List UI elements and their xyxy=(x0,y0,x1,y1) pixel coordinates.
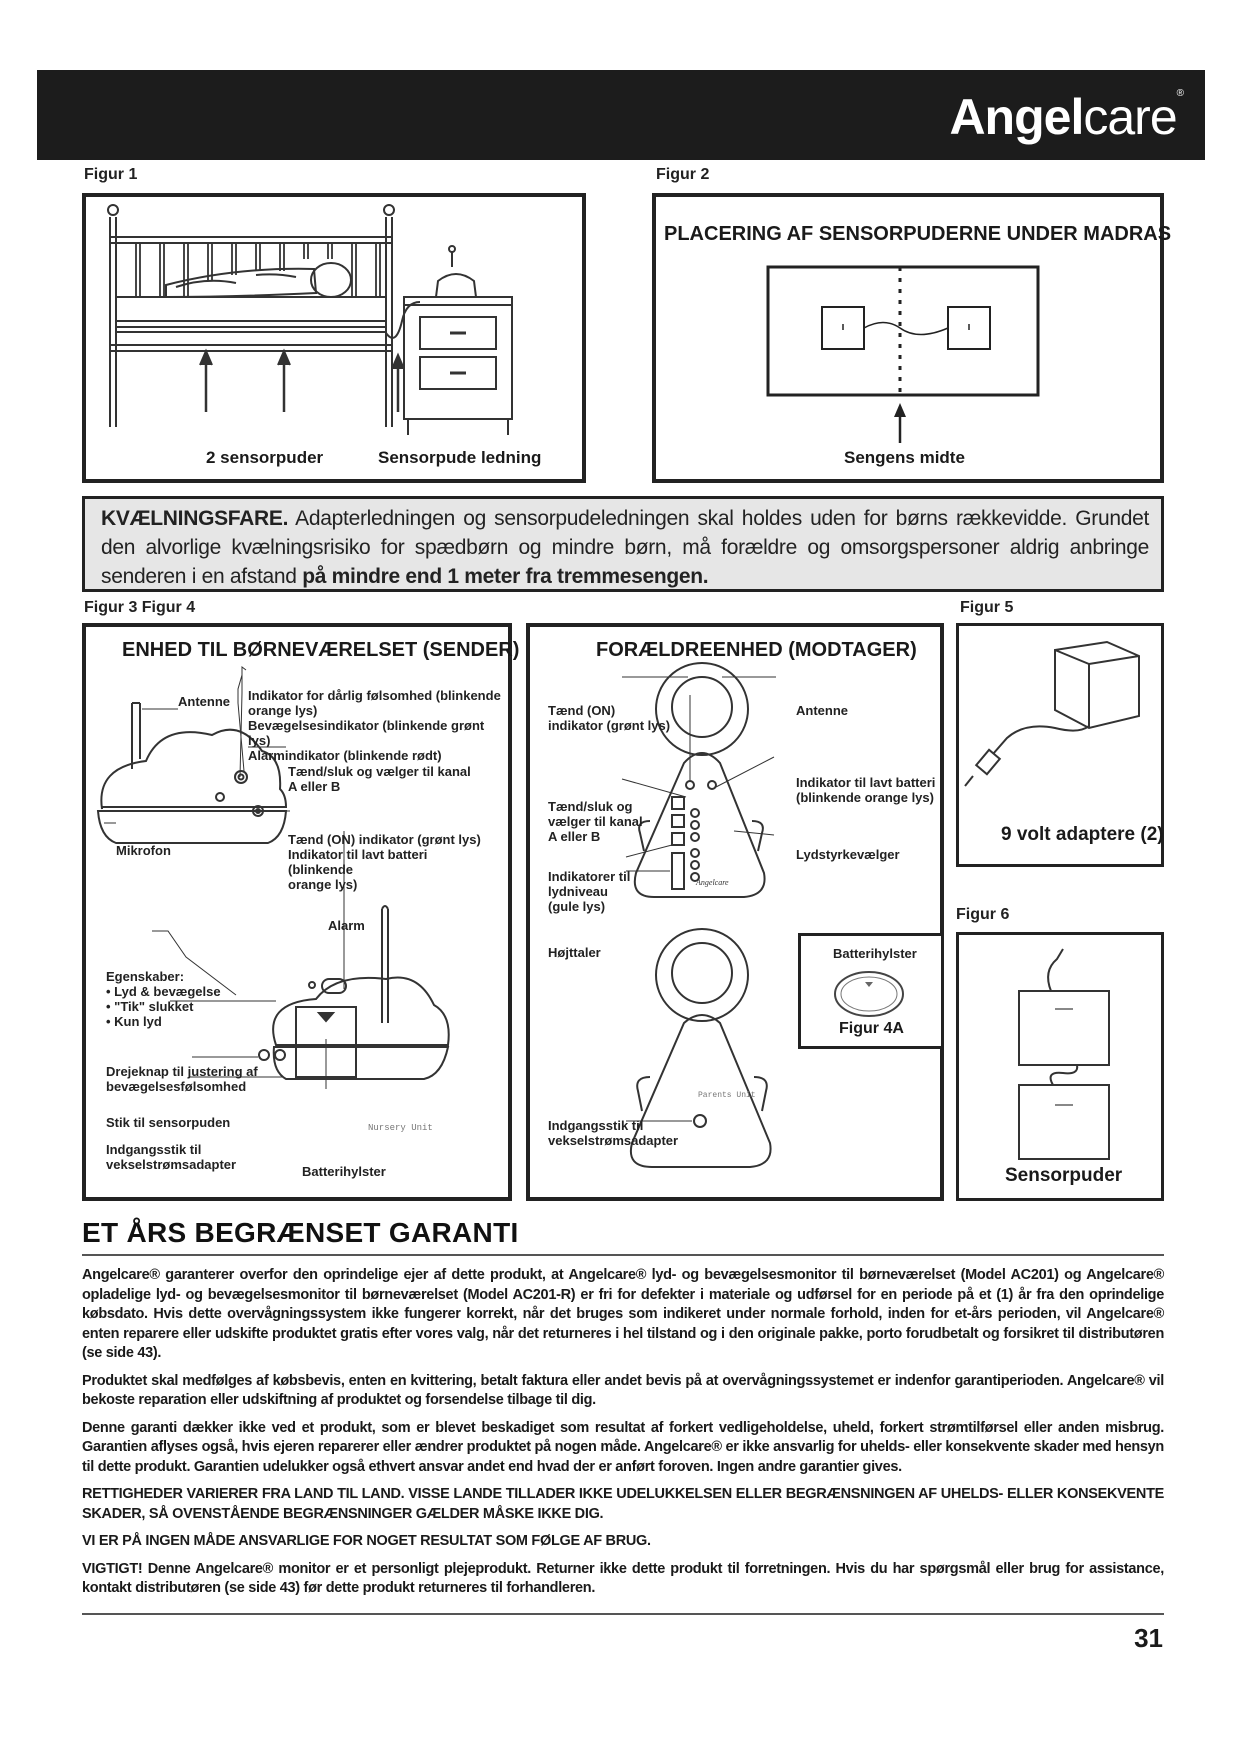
receiver-levels-label: Indikatorer til lydniveau (gule lys) xyxy=(548,869,631,914)
svg-text:Parents Unit: Parents Unit xyxy=(698,1091,756,1100)
caption-sensorpude-ledning: Sensorpude ledning xyxy=(378,448,542,467)
sender-indicators-label: Indikator for dårlig følsomhed (blinkende orange lys) Bevægelsesindikator (blinkende grønt lys) Alarmindikator (blinkende rødt) xyxy=(248,688,501,763)
guarantee-paragraph-4: RETTIGHEDER VARIERER FRA LAND TIL LAND. VISSE LANDE TILLADER IKKE UDELUKKELSEN ELLER BEGRÆNSNINGEN AF UHELDS- ELLER KONSEKVENTE SKADER, SÅ OVENSTÅENDE BEGRÆNSNINGER GÆLDER MÅSKE IKKE DIG. xyxy=(82,1486,1164,1522)
receiver-on-label: Tænd (ON) indikator (grønt lys) xyxy=(548,703,671,733)
receiver-speaker-label: Højttaler xyxy=(548,945,601,960)
svg-text:Angelcare: Angelcare xyxy=(696,878,729,887)
guarantee-paragraph-5: VI ER PÅ INGEN MÅDE ANSVARLIGE FOR NOGET RESULTAT SOM FØLGE AF BRUG. xyxy=(82,1533,651,1549)
figure-2-title: PLACERING AF SENSORPUDERNE UNDER MADRAS xyxy=(664,223,1172,245)
figure-1-label: Figur 1 xyxy=(84,166,138,183)
figure-6-label: Figur 6 xyxy=(956,906,1010,923)
suffocation-warning xyxy=(82,496,1164,592)
sender-switch-label: Tænd/sluk og vælger til kanal A eller B xyxy=(288,764,471,794)
angelcare-logo: Angelcare® xyxy=(949,88,1183,145)
guarantee-paragraph-3: Denne garanti dækker ikke ved et produkt, som er blevet beskadiget som resultat af forkert vedligeholdelse, uheld, forkert strømtilførsel eller anden misbrug. Garantien aflyses også, hvis ejeren reparerer eller ændrer produktet på nogen måde. Angelcare® er ikke ansvarlig for uhelds- eller konsekvente skader med hensyn til dette produkt. Garantien udelukker også ethvert ansvar andet end hvad der er anført foroven. Ingen andre garantier gives. xyxy=(82,1419,1164,1475)
figure-3-4-label: Figur 3 Figur 4 xyxy=(84,599,196,616)
nursery-unit-text: Nursery Unit xyxy=(368,1123,433,1133)
warning-lead: KVÆLNINGSFARE. xyxy=(101,507,289,530)
receiver-volume-label: Lydstyrkevælger xyxy=(796,847,900,862)
sender-batteri-label: Batterihylster xyxy=(302,1164,386,1179)
guarantee-title: ET ÅRS BEGRÆNSET GARANTI xyxy=(82,1217,519,1248)
sensor-pads-caption: Sensorpuder xyxy=(1005,1165,1123,1186)
sender-antenne-label: Antenne xyxy=(178,694,230,709)
crib-illustration xyxy=(86,197,582,479)
footer-divider xyxy=(82,1613,1164,1615)
guarantee-body xyxy=(82,1266,1164,1607)
figure-4a-title: Batterihylster xyxy=(833,946,917,961)
sender-mikrofon-label: Mikrofon xyxy=(116,843,171,858)
figure-1-panel xyxy=(82,193,586,483)
guarantee-divider xyxy=(82,1254,1164,1256)
receiver-panel xyxy=(526,623,944,1201)
guarantee-paragraph-2: Produktet skal medfølges af købsbevis, enten en kvittering, betalt faktura eller andet bevis på at overvågningssystemet er indenfor garantiperioden. Angelcare® vil bekoste reparation eller udskiftning af produktet og forsendelse tilbage til dig. xyxy=(82,1372,1164,1408)
sender-panel xyxy=(82,623,520,1201)
figure-5-panel xyxy=(956,623,1164,867)
caption-sengens-midte: Sengens midte xyxy=(844,448,965,467)
figure-2-panel xyxy=(652,193,1172,483)
figure-4a-inset xyxy=(798,933,944,1049)
sender-egenskaber-label: Egenskaber: • Lyd & bevægelse • "Tik" slukket • Kun lyd xyxy=(106,969,221,1029)
figure-2-label: Figur 2 xyxy=(656,166,710,183)
page-number: 31 xyxy=(1134,1623,1163,1653)
guarantee-paragraph-1: Angelcare® garanterer overfor den oprindelige ejer af dette produkt, at Angelcare® lyd- og bevægelsesmonitor til børneværelset (Model AC201) og Angelcare® opladelige lyd- og bevægelsesmonitor til børneværelset (Model AC201-R) er fri for defekter i materiale og udførsel for en periode på et (1) år fra den oprindelige købsdato. Hvis dette overvågningssystem ikke fungerer korrekt, når det bruges som indikeret under normale forhold, inden for et-års perioden, vil Angelcare® enten reparere eller udskifte produktet gratis efter vores valg, når det returneres i hel tilstand og i den originale pakke, porto forudbetalt og forsikret til distributøren (se side 43). xyxy=(82,1267,1164,1361)
figure-4a-label: Figur 4A xyxy=(839,1020,904,1037)
receiver-antenne-label: Antenne xyxy=(796,703,848,718)
receiver-low-batt-label: Indikator til lavt batteri (blinkende orange lys) xyxy=(796,775,936,805)
receiver-input-label: Indgangsstik til vekselstrømsadapter xyxy=(548,1118,679,1148)
warning-distance: på mindre end 1 meter fra tremmesengen. xyxy=(302,565,709,588)
sender-alarm-label: Alarm xyxy=(328,918,365,933)
receiver-switch-label: Tænd/sluk og vælger til kanal A eller B xyxy=(548,799,643,844)
sender-title: ENHED TIL BØRNEVÆRELSET (SENDER) xyxy=(122,639,520,661)
sender-stik-label: Stik til sensorpuden xyxy=(106,1115,231,1130)
caption-2-sensorpuder: 2 sensorpuder xyxy=(206,448,324,467)
sender-on-indicator-label: Tænd (ON) indikator (grønt lys) Indikator til lavt batteri (blinkende orange lys) xyxy=(288,832,481,892)
sender-indgang-label: Indgangsstik til vekselstrømsadapter xyxy=(106,1142,237,1172)
warning-text: Adapterledningen og sensorpudeledningen skal holdes uden for børns rækkevidde. Grundet den alvorlige kvælningsrisiko for spædbørn og mindre børn, må forældre og omsorgspersoner aldrig anbringe senderen i en afstand xyxy=(101,507,1149,588)
sensor-pads-illustration xyxy=(959,935,1161,1198)
receiver-title: FORÆLDREENHED (MODTAGER) xyxy=(596,639,917,661)
figure-6-panel xyxy=(956,932,1164,1201)
sensor-placement-diagram xyxy=(656,197,1160,479)
adapter-caption: 9 volt adaptere (2) xyxy=(1001,824,1164,845)
guarantee-paragraph-6: VIGTIGT! Denne Angelcare® monitor er et personligt plejeprodukt. Returner ikke dette produkt til forretningen. Hvis du har spørgsmål eller brug for assistance, kontakt distributøren (se side 43) før dette produkt returneres til forhandleren. xyxy=(82,1560,1164,1596)
sender-drejeknap-label: Drejeknap til justering af bevægelsesfølsomhed xyxy=(106,1064,258,1094)
figure-5-label: Figur 5 xyxy=(960,599,1014,616)
